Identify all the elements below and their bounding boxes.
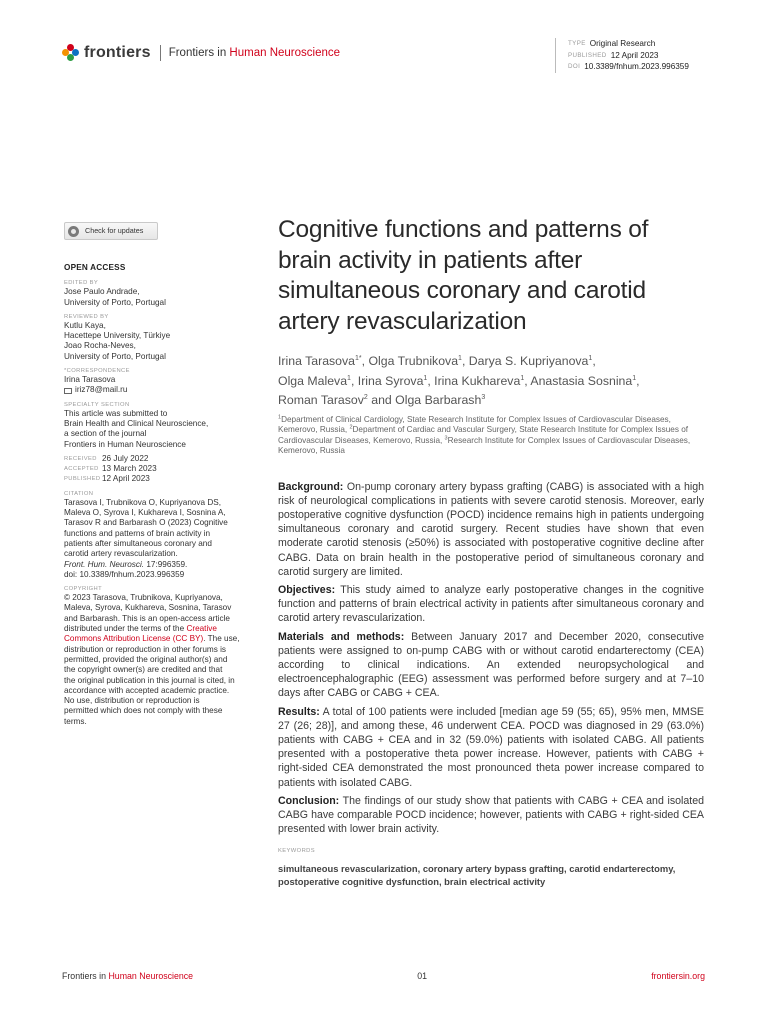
specialty-line: a section of the journal (64, 429, 147, 439)
reviewer-affiliation: Hacettepe University, Türkiye (64, 331, 171, 341)
author[interactable]: Darya S. Kupriyanova$^1$ (468, 354, 593, 368)
citation-text: Tarasova I, Trubnikova O, Kupriyanova DS, Maleva O, Syrova I, Kukhareva I, Sosnina A, Tarasov R and Barbarash O (2023) Cognitive functions and patterns of brain activity in patients after simultaneous coronary and carotid artery revascularization. Front. Hum. Neurosci. 17:996359. doi: 10.3389/fnhum.2023.996359 (64, 498, 264, 580)
author-list: Irina Tarasova$^{1*}$, Olga Trubnikova$^1$, Darya S. Kupriyanova$^1$, Olga Maleva$^1$, Irina Syrova$^1$, Irina Kukhareva$^1$, Anastasia Sosnina$^1$, Roman Tarasov$^2$ and Olga Barbarash$^3$ (278, 354, 640, 407)
journal-name[interactable]: Frontiers in Human Neuroscience (168, 47, 341, 59)
specialty-line: Brain Health and Clinical Neuroscience, (64, 418, 209, 428)
footer-site-link[interactable]: frontiersin.org (651, 971, 705, 981)
received-label: RECEIVED (64, 455, 97, 462)
edited-by-label: EDITED BY (64, 280, 99, 287)
frontiers-logo-icon (62, 44, 80, 62)
license-link[interactable]: Commons Attribution License (CC BY) (64, 634, 204, 644)
article-main (278, 215, 706, 888)
abstract-objectives: Objectives: This study aimed to analyze early postoperative changes in the cognitive function and patterns of brain electrical activity in patients after simultaneous coronary and carotid artery revascularization. (278, 583, 704, 625)
affiliations: $^1$Department of Clinical Cardiology, State Research Institute for Complex Issues of Cardiovascular Diseases, Kemerovo, Russia, $^2$Department of Cardiac and Vascular Surgery, State Research Institute for Complex Issues of Cardiovascular Diseases, Kemerovo, Russia, $^3$Research Institute for Complex Issues of Cardiovascular Diseases, Kemerovo, Russia (278, 413, 691, 455)
accepted-label: ACCEPTED (64, 466, 99, 473)
logo-divider (160, 45, 161, 61)
meta-doi: DOI 10.3389/fnhum.2023.996359 (568, 62, 689, 71)
reviewed-by-label: REVIEWED BY (64, 313, 109, 320)
editor-affiliation: University of Porto, Portugal (64, 297, 166, 307)
keywords-label: KEYWORDS (278, 848, 316, 855)
reviewer-affiliation: University of Porto, Portugal (64, 351, 166, 361)
editor-name[interactable]: Jose Paulo Andrade, (64, 287, 140, 297)
abstract-conclusion: Conclusion: The findings of our study show that patients with CABG + CEA and isolated CABG have comparable POCD incidence; however, patients with CABG + right-sided CEA presented with lower brain activity. (278, 794, 704, 836)
citation-doi[interactable]: doi: 10.3389/fnhum.2023.996359 (64, 569, 185, 579)
specialty-line: Frontiers in Human Neuroscience (64, 439, 186, 449)
specialty-section-label: SPECIALTY SECTION (64, 401, 130, 408)
frontiers-logo[interactable] (62, 43, 340, 63)
abstract-results: Results: A total of 100 patients were included [median age 59 (55; 65), 95% men, MMSE 27 (26; 28)], and among these, 46 underwent CEA. POCD was diagnosed in 29 (63.0%) patients with CABG + CEA and in 32 (59.0%) patients with isolated CABG. All patients presented with a postoperative theta power increase. However, patients with CABG + right-sided CEA demonstrated the most pronounced theta power increase compared to patients with isolated CABG. (278, 705, 704, 789)
specialty-line: This article was submitted to (64, 408, 168, 418)
author[interactable]: Irina Tarasova$^{1*}$ (278, 354, 362, 368)
correspondence-email[interactable]: iriz78@mail.ru (64, 385, 264, 395)
page-footer (62, 971, 705, 981)
open-access-label: OPEN ACCESS (64, 263, 126, 272)
page-number: 01 (417, 971, 428, 981)
correspondence-name: Irina Tarasova (64, 375, 116, 385)
citation-label: CITATION (64, 490, 94, 497)
footer-journal[interactable]: Frontiers in Human Neuroscience (62, 971, 194, 981)
copyright-text: © 2023 Tarasova, Trubnikova, Kupriyanova, Maleva, Syrova, Kukhareva, Sosnina, Tarasov and Barbarash. This is an open-access article distributed under the terms of the Creative Commons Attribution License (CC BY). The use, distribution or reproduction in other forums is permitted, provided the original author(s) and the copyright owner(s) are credited and that the original publication in this journal is cited, in accordance with accepted academic practice. No use, distribution or reproduction is permitted which does not comply with these terms. (64, 593, 240, 726)
author[interactable]: Olga Maleva$^1$ (278, 373, 351, 388)
article-title: Cognitive functions and patterns of brain activity in patients after simultaneous coronary and carotid artery revascularization (278, 216, 649, 335)
author[interactable]: Irina Kukhareva$^1$ (434, 373, 525, 388)
keywords: simultaneous revascularization, coronary artery bypass grafting, carotid endarterectomy, postoperative cognitive dysfunction, brain electrical activity (278, 863, 676, 887)
correspondence-label: *CORRESPONDENCE (64, 368, 130, 375)
published-date: 12 April 2023 (102, 474, 150, 484)
article-sidebar (64, 222, 264, 727)
article-dates (64, 454, 264, 485)
check-for-updates-button[interactable]: Check for updates (64, 222, 158, 240)
crossmark-icon (68, 226, 79, 237)
received-date: 26 July 2022 (102, 453, 149, 463)
author[interactable]: Anastasia Sosnina$^1$ (530, 373, 637, 388)
published-label: PUBLISHED (64, 476, 101, 483)
copyright-label: COPYRIGHT (64, 586, 103, 593)
meta-type: TYPE Original Research (568, 39, 656, 48)
article-meta (555, 38, 689, 73)
accepted-date: 13 March 2023 (102, 464, 157, 474)
author[interactable]: Olga Barbarash$^3$ (395, 393, 486, 407)
reviewer-name[interactable]: Joao Rocha-Neves, (64, 341, 136, 351)
abstract-background: Background: On-pump coronary artery bypass grafting (CABG) is associated with a high risk of neurological complications in patients with severe carotid stenosis. Moreover, early postoperative cognitive dysfunction (POCD) incidence remains high in patients undergoing simultaneous coronary and carotid surgery. Recent studies have shown that even moderate carotid stenosis (≥50%) is associated with postoperative cognitive decline after CABG. Data on brain health in the postoperative period of simultaneous coronary and carotid surgery are limited. (278, 480, 704, 578)
license-link[interactable]: Creative (186, 624, 217, 634)
author[interactable]: Olga Trubnikova$^1$ (368, 354, 462, 368)
reviewer-name[interactable]: Kutlu Kaya, (64, 320, 106, 330)
abstract-methods: Materials and methods: Between January 2017 and December 2020, consecutive patients were assigned to on-pump CABG with or without carotid endarterectomy (CEA) according to clinical indications. An extended neuropsychological and electroencephalographic (EEG) assessment was performed before surgery and at 7–10 days after CABG or CABG + CEA. (278, 630, 704, 700)
author[interactable]: Roman Tarasov$^2$ (278, 393, 368, 407)
doi-link[interactable]: 10.3389/fnhum.2023.996359 (584, 62, 689, 71)
meta-published: PUBLISHED 12 April 2023 (568, 50, 659, 60)
logo-wordmark: frontiers (84, 44, 151, 61)
mail-icon (64, 388, 72, 394)
author[interactable]: Irina Syrova$^1$ (357, 373, 428, 388)
